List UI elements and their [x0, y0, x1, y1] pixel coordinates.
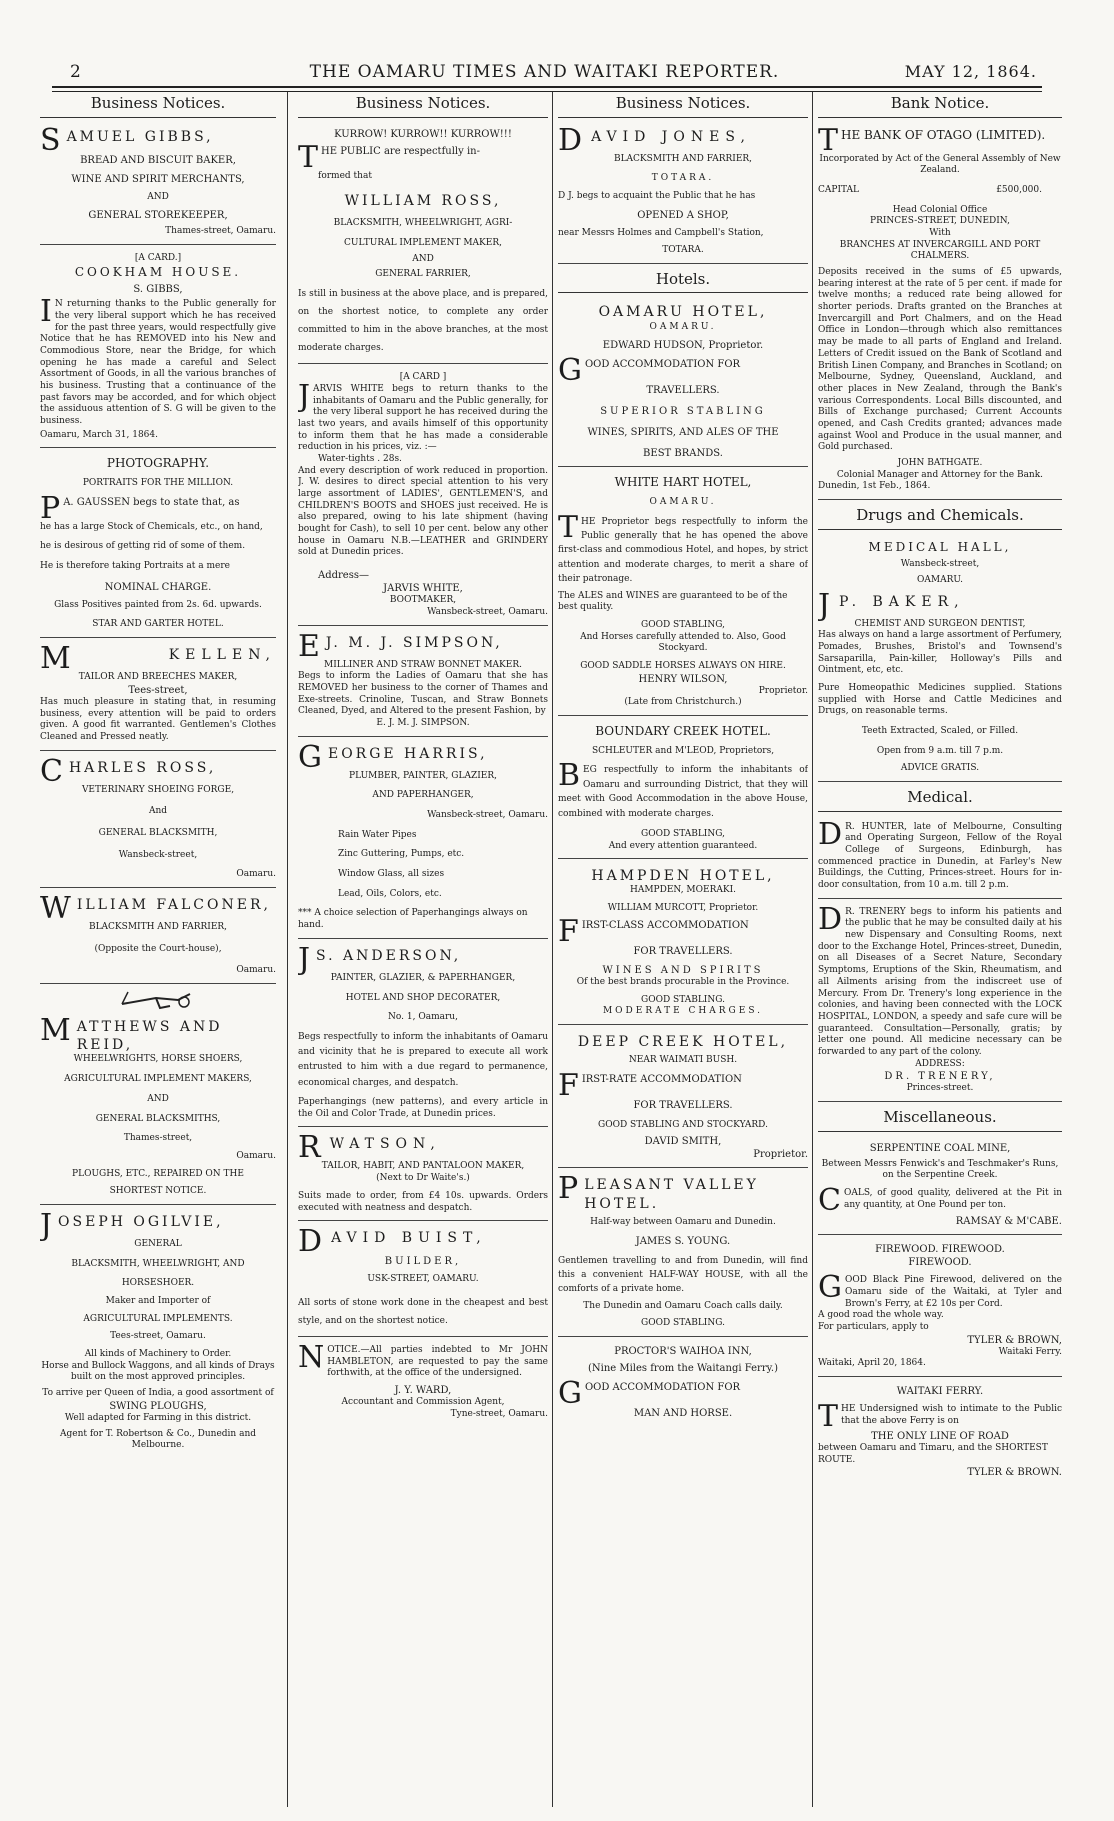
ad-jarvis-white: [A CARD ] JARVIS WHITE begs to return thanks to the inhabitants of Oamaru and the Public generally, for the very liberal support he has received during the last two years, and avails himself of this opportunity to inform them that he has made a considerable reduction in his prices, viz. :— Water-tights . 28s. And every description of work reduced in proportion. J. W. desires to direct special attention to his very large assortment of LADIES', GENTLEMEN'S, and CHILDREN'S BOOTS and SHOES just received. He is also prepared, owing to his late shipment (having bought for Cash), to sell 10 per cent. below any other house in Oamaru N.B.—LEATHER and GRINDERY sold at Dunedin prices. Address— JARVIS WHITE, BOOTMAKER, Wansbeck-street, Oamaru. [298, 368, 548, 625]
plough-illustration-icon [118, 988, 198, 1010]
ad-serpentine-coal: SERPENTINE COAL MINE, Between Messrs Fenwick's and Teschmaker's Runs, on the Serpentine Creek. COALS, of good quality, delivered at the Pit in any quantity, at One Pound per ton. RAMSAY & M'CABE. [818, 1138, 1062, 1236]
newspaper-title: THE OAMARU TIMES AND WAITAKI REPORTER. [309, 62, 780, 82]
ad-pleasant-valley-hotel: PLEASANT VALLEY HOTEL. Half-way between Oamaru and Dunedin. JAMES S. YOUNG. Gentlemen travelling to and from Dunedin, will find this a convenient HALF-WAY HOUSE, with all the comforts of a private home. The Dunedin and Oamaru Coach calls daily. GOOD STABLING. [558, 1172, 808, 1337]
section-heading-misc: Miscellaneous. [818, 1106, 1062, 1132]
ad-kellen: M KELLEN, TAILOR AND BREECHES MAKER, Tees-street, Has much pleasure in stating that, in resuming business, every attention will be paid to orders given. A good fit warranted. Gentlemen's Clothes Cleaned and Pressed neatly. [40, 642, 276, 750]
column-divider [812, 92, 813, 1807]
column-4 [818, 92, 1062, 1812]
ad-medical-hall: MEDICAL HALL, Wansbeck-street, OAMARU. J P. BAKER, CHEMIST AND SURGEON DENTIST, Has always on hand a large assortment of Perfumery, Pomades, Brushes, Bristol's and Townsend's Sarsaparilla, Pain-killer, Holloway's Pills and Ointment, etc, etc. Pure Homeopathic Medicines supplied. Stations supplied with Horse and Cattle Medicines and Drugs, on reasonable terms. Teeth Extracted, Scaled, or Filled. Open from 9 a.m. till 7 p.m. ADVICE GRATIS. [818, 536, 1062, 783]
ad-cookham-house: [A CARD.] COOKHAM HOUSE. S. GIBBS, I N returning thanks to the Public generally for the very liberal support which he has received for the past three years, would respectfully give Notice that he has REMOVED into his New and Commodious Store, near the Bridge, for which opening he has made a careful and Select Assortment of Goods, in all the various branches of his business. Trusting that a continuance of the past favors may be accorded, and for which object the assiduous attention of S. G will be given to the business. Oamaru, March 31, 1864. [40, 249, 276, 449]
ad-white-hart-hotel: WHITE HART HOTEL, OAMARU. THE Proprietor begs respectfully to inform the Public generally that he has opened the above first-class and commodious Hotel, and hopes, by strict attention and moderate charges, to merit a share of their patronage. The ALES and WINES are guaranteed to be of the best quality. GOOD STABLING, And Horses carefully attended to. Also, Good Stockyard. GOOD SADDLE HORSES ALWAYS ON HIRE. HENRY WILSON, Proprietor. (Late from Christchurch.) [558, 471, 808, 716]
ad-matthews-reid: MATTHEWS AND REID, WHEELWRIGHTS, HORSE SHOERS, AGRICULTURAL IMPLEMENT MAKERS, AND GENERAL BLACKSMITHS, Thames-street, Oamaru. PLOUGHS, ETC., REPAIRED ON THE SHORTEST NOTICE. [40, 1014, 276, 1205]
column-2 [298, 92, 548, 1812]
ad-deep-creek-hotel: DEEP CREEK HOTEL, NEAR WAIMATI BUSH. FIRST-RATE ACCOMMODATION FOR TRAVELLERS. GOOD STABLING AND STOCKYARD. DAVID SMITH, Proprietor. [558, 1029, 808, 1169]
section-heading: Business Notices. [558, 92, 808, 118]
ad-bank-of-otago: THE BANK OF OTAGO (LIMITED). Incorporated by Act of the General Assembly of New Zealand. CAPITAL £500,000. Head Colonial Office PRINCES-STREET, DUNEDIN, With BRANCHES AT INVERCARGILL AND PORT CHALMERS. Deposits received in the sums of £5 upwards, bearing interest at the rate of 5 per cent. if made for twelve months; a reduced rate being allowed for shorter periods. Drafts granted on the Branches at Invercargill and Port Chalmers, and on the Head Office in London—through which also remittances may be made to all parts of England and Ireland. Letters of Credit issued on the Bank of Scotland and British Linen Company, and Branches in Scotland; on Melbourne, Sydney, Queensland, Auckland, and other places in New Zealand, through the Bank's various Correspondents. Local Bills discounted, and Bills of Exchange purchased; Current Accounts opened, and Cash Credits granted; advances made against Wool and Produce in the usual manner, and Gold purchased. JOHN BATHGATE. Colonial Manager and Attorney for the Bank. Dunedin, 1st Feb., 1864. [818, 124, 1062, 501]
ad-boundary-creek-hotel: BOUNDARY CREEK HOTEL. SCHLEUTER and M'LEOD, Proprietors, BEG respectfully to inform the inhabitants of Oamaru and surrounding District, that they will meet with Good Accommodation in the above House, combined with moderate charges. GOOD STABLING, And every attention guaranteed. [558, 720, 808, 859]
ad-william-falconer: WILLIAM FALCONER, BLACKSMITH AND FARRIER, (Opposite the Court-house), Oamaru. [40, 892, 276, 984]
ad-watson: RWATSON, TAILOR, HABIT, AND PANTALOON MAKER, (Next to Dr Waite's.) Suits made to order, from £4 10s. upwards. Orders executed with neatness and despatch. [298, 1131, 548, 1221]
ad-david-jones: DAVID JONES, BLACKSMITH AND FARRIER, TOTARA. D J. begs to acquaint the Public that he has OPENED A SHOP, near Messrs Holmes and Campbell's Station, TOTARA. [558, 124, 808, 264]
ad-william-ross: KURROW! KURROW!! KURROW!!! THE PUBLIC are respectfully in- formed that WILLIAM ROSS, BLACKSMITH, WHEELWRIGHT, AGRI- CULTURAL IMPLEMENT MAKER, AND GENERAL FARRIER, Is still in business at the above place, and is prepared, on the shortest notice, to complete any order committed to him in the above branches, at the most moderate charges. [298, 124, 548, 365]
section-heading: Business Notices. [298, 92, 548, 118]
column-divider [552, 92, 553, 1807]
section-heading-medical: Medical. [818, 786, 1062, 812]
ad-dr-trenery: D R. TRENERY begs to inform his patients and the public that he may be consulted daily at his new Dispensary and Consulting Rooms, next door to the Exchange Hotel, Princes-street, Dunedin, on all Diseases of a Secret Nature, Secondary Symptoms, Eruptions of the Skin, Rheumatism, and all Ailments arising from the indiscreet use of Mercury. From Dr. Trenery's long experience in the colonies, and having been connected with the LOCK HOSPITAL, LONDON, a speedy and safe cure will be guaranteed. Consultation—Personally, gratis; by letter one pound. All medicine necessary can be forwarded to any part of the colony. ADDRESS: DR. TRENERY, Princes-street. [818, 903, 1062, 1102]
page-number: 2 [70, 62, 81, 82]
ad-proctors-inn: PROCTOR'S WAIHOA INN, (Nine Miles from the Waitangi Ferry.) GOOD ACCOMMODATION FOR MAN AND HORSE. [558, 1346, 778, 1420]
section-heading-hotels: Hotels. [558, 268, 808, 294]
ad-anderson: J S. ANDERSON, PAINTER, GLAZIER, & PAPERHANGER, HOTEL AND SHOP DECORATER, No. 1, Oamaru, Begs respectfully to inform the inhabitants of Oamaru and vicinity that he is prepared to execute all work entrusted to him with a due regard to permanence, economical charges, and despatch. Paperhangings (new patterns), and every article in the Oil and Color Trade, at Dunedin prices. [298, 943, 548, 1128]
ad-dr-hunter: D R. HUNTER, late of Melbourne, Consulting and Operating Surgeon, Fellow of the Royal College of Surgeons, Edinburgh, has commenced practice in Dunedin, at Farley's New Buildings, the Cutting, Princes-street. Hours for in-door consultation, from 10 a.m. till 2 p.m. [818, 818, 1062, 899]
ad-charles-ross: CHARLES ROSS, VETERINARY SHOEING FORGE, And GENERAL BLACKSMITH, Wansbeck-street, Oamaru. [40, 755, 276, 888]
section-heading: Business Notices. [40, 92, 276, 118]
column-3 [558, 92, 808, 1812]
ad-samuel-gibbs: SAMUEL GIBBS, BREAD AND BISCUIT BAKER, WINE AND SPIRIT MERCHANTS, AND GENERAL STOREKEEPER, Thames-street, Oamaru. [40, 124, 276, 245]
ad-george-harris: GEORGE HARRIS, PLUMBER, PAINTER, GLAZIER, AND PAPERHANGER, Wansbeck-street, Oamaru. Rain Water Pipes Zinc Guttering, Pumps, etc. Window Glass, all sizes Lead, Oils, Colors, etc. *** A choice selection of Paperhangings always on hand. [298, 741, 548, 939]
section-heading: Bank Notice. [818, 92, 1062, 118]
masthead [52, 60, 1037, 86]
issue-date: MAY 12, 1864. [904, 62, 1037, 81]
ad-simpson: E J. M. J. SIMPSON, MILLINER AND STRAW BONNET MAKER. Begs to inform the Ladies of Oamaru that she has REMOVED her business to the corner of Thames and Exe-streets. Crinoline, Tuscan, and Straw Bonnets Cleaned, Dyed, and Altered to the present Fashion, by E. J. M. J. SIMPSON. [298, 630, 548, 737]
ad-david-buist: DAVID BUIST, BUILDER, USK-STREET, OAMARU. All sorts of stone work done in the cheapest and best style, and on the shortest notice. [298, 1225, 548, 1337]
ad-photography: PHOTOGRAPHY. PORTRAITS FOR THE MILLION. P A. GAUSSEN begs to state that, as he has a large Stock of Chemicals, etc., on hand, he is desirous of getting rid of some of them. He is therefore taking Portraits at a mere NOMINAL CHARGE. Glass Positives painted from 2s. 6d. upwards. STAR AND GARTER HOTEL. [40, 452, 276, 638]
ad-notice-hambleton: NOTICE.—All parties indebted to Mr JOHN HAMBLETON, are requested to pay the same forthwith, at the office of the undersigned. J. Y. WARD, Accountant and Commission Agent, Tyne-street, Oamaru. [298, 1339, 548, 1419]
column-1 [40, 92, 276, 1812]
ad-firewood: FIREWOOD. FIREWOOD. FIREWOOD. GOOD Black Pine Firewood, delivered on the Oamaru side of the Waitaki, at Tyler and Brown's Ferry, at £2 10s per Cord. A good road the whole way. For particulars, apply to TYLER & BROWN, Waitaki Ferry. Waitaki, April 20, 1864. [818, 1239, 1062, 1377]
column-divider [287, 92, 288, 1807]
ad-joseph-ogilvie: JOSEPH OGILVIE, GENERAL BLACKSMITH, WHEELWRIGHT, AND HORSESHOER. Maker and Importer of AGRICULTURAL IMPLEMENTS. Tees-street, Oamaru. All kinds of Machinery to Order. Horse and Bullock Waggons, and all kinds of Drays built on the most approved principles. To arrive per Queen of India, a good assortment of SWING PLOUGHS, Well adapted for Farming in this district. Agent for T. Robertson & Co., Dunedin and Melbourne. [40, 1207, 275, 1451]
ad-oamaru-hotel: OAMARU HOTEL, OAMARU. EDWARD HUDSON, Proprietor. GOOD ACCOMMODATION FOR TRAVELLERS. SUPERIOR STABLING WINES, SPIRITS, AND ALES OF THE BEST BRANDS. [558, 299, 808, 467]
section-heading-drugs: Drugs and Chemicals. [818, 504, 1062, 530]
ad-hampden-hotel: HAMPDEN HOTEL, HAMPDEN, MOERAKI. WILLIAM MURCOTT, Proprietor. FIRST-CLASS ACCOMMODATION FOR TRAVELLERS. WINES AND SPIRITS Of the best brands procurable in the Province. GOOD STABLING. MODERATE CHARGES. [558, 863, 808, 1025]
ad-waitaki-ferry: WAITAKI FERRY. THE Undersigned wish to intimate to the Public that the above Ferry is on THE ONLY LINE OF ROAD between Oamaru and Timaru, and the SHORTEST ROUTE. TYLER & BROWN. [818, 1386, 1062, 1479]
